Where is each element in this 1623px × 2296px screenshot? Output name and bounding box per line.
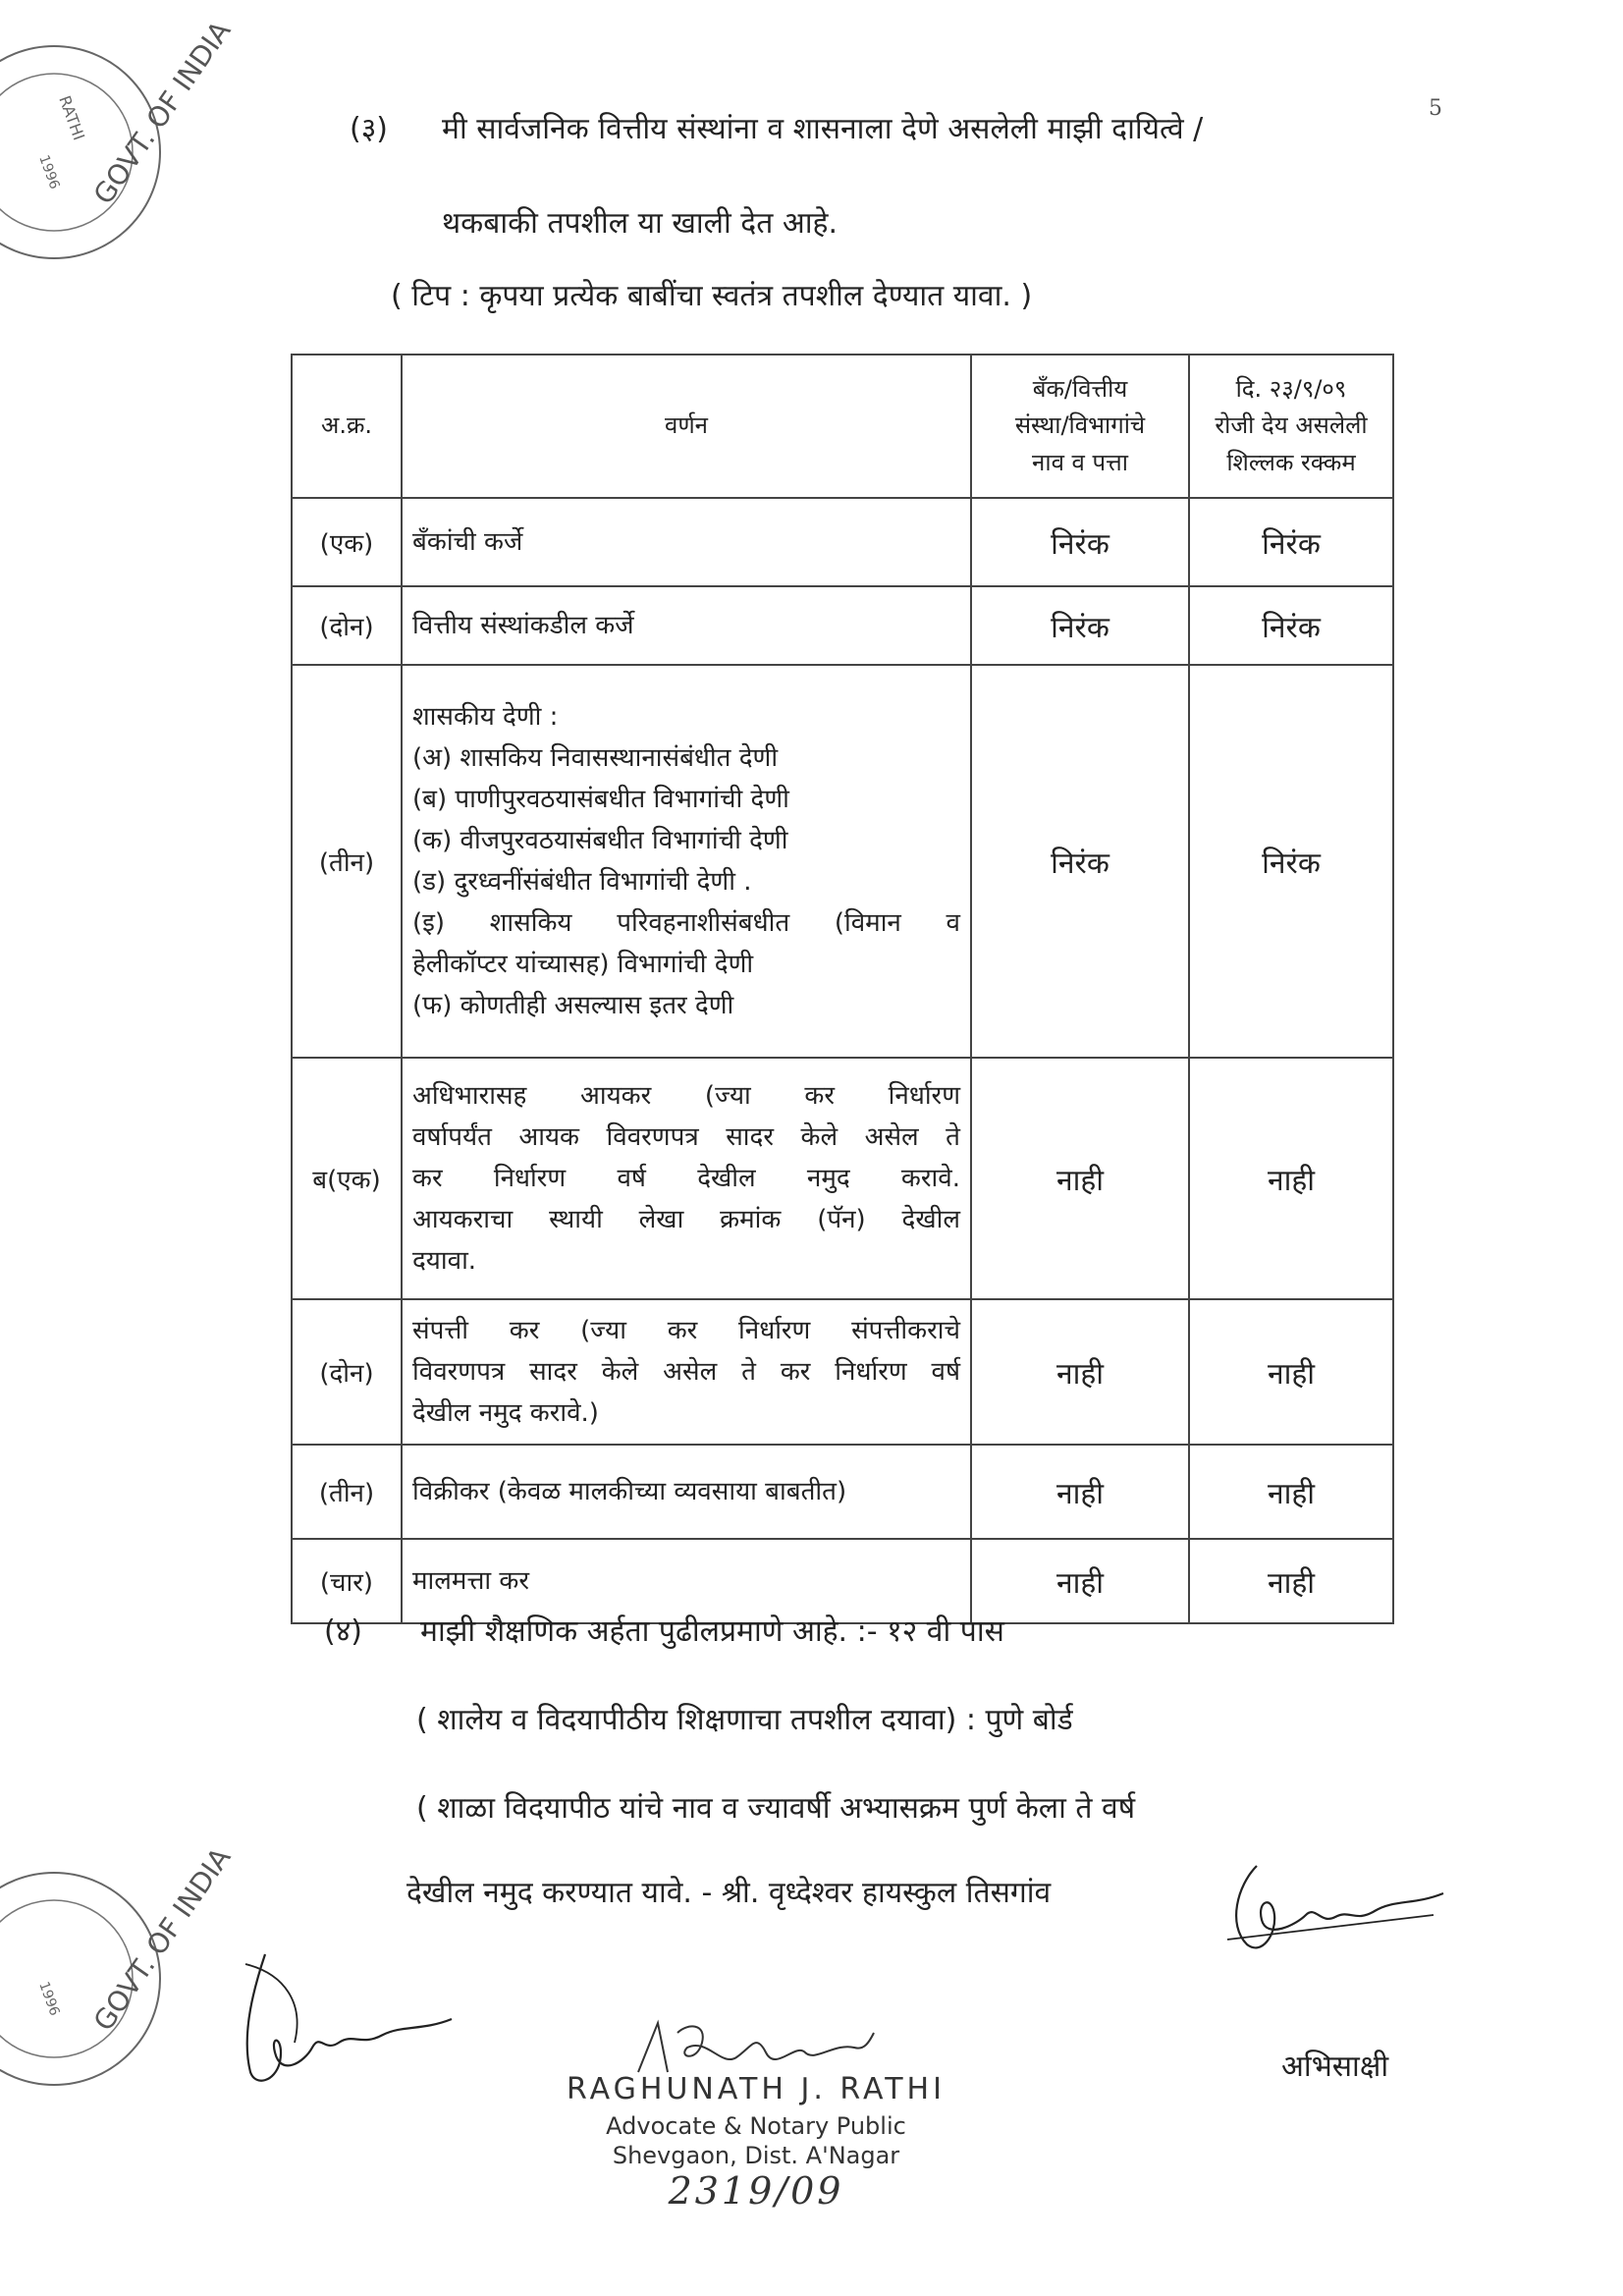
svg-text:1996: 1996	[35, 152, 63, 191]
row-description: वित्तीय संस्थांकडील कर्जे	[402, 586, 971, 665]
notary-role: Advocate & Notary Public	[606, 2112, 906, 2140]
row-bank: नाही	[971, 1058, 1189, 1299]
row-amount: नाही	[1189, 1539, 1393, 1623]
description-line: (ब) पाणीपुरवठयासंबधीत विभागांची देणी	[412, 784, 789, 814]
header-bank-line2: संस्था/विभागांचे	[1014, 411, 1146, 440]
seal-text: GOVT. OF INDIA	[86, 15, 238, 211]
row-amount: नाही	[1189, 1299, 1393, 1445]
notary-name: RAGHUNATH J. RATHI	[567, 2072, 946, 2106]
row-sr: ब(एक)	[292, 1058, 402, 1299]
header-bank-line1: बँक/वित्तीय	[1032, 375, 1128, 404]
description-line: देखील नमुद करावे.)	[412, 1398, 599, 1429]
description-line: वर्षापर्यंत आयक विवरणपत्र सादर केले असेल ते	[412, 1121, 960, 1152]
row-bank: नाही	[971, 1539, 1189, 1623]
description-line: (ड) दुरध्वनींसंबंधीत विभागांची देणी .	[412, 867, 752, 897]
description-line: (क) वीजपुरवठयासंबधीत विभागांची देणी	[412, 825, 788, 855]
row-description: बँकांची कर्जे	[402, 498, 971, 586]
signature-deponent-left	[226, 1944, 461, 2096]
witness-label: अभिसाक्षी	[1281, 2050, 1389, 2084]
description-line: कर निर्धारण वर्ष देखील नमुद करावे.	[412, 1163, 960, 1193]
row-amount: निरंक	[1189, 586, 1393, 665]
table-row	[292, 665, 1393, 1058]
section4-line2: ( शालेय व विदयापीठीय शिक्षणाचा तपशील दयावा) : पुणे बोर्ड	[416, 1703, 1073, 1737]
header-amount-line3: शिल्लक रक्कम	[1226, 448, 1356, 476]
row-description	[402, 1299, 971, 1445]
row-bank: नाही	[971, 1299, 1189, 1445]
section4-line4: देखील नमुद करण्यात यावे. - श्री. वृध्देश्वर हायस्कुल तिसगांव	[406, 1876, 1052, 1910]
row-bank: निरंक	[971, 498, 1189, 586]
header-bank	[971, 355, 1189, 498]
description-line: दयावा.	[412, 1246, 477, 1277]
description-line: (इ) शासकिय परिवहनाशीसंबधीत (विमान व	[412, 908, 960, 939]
description-line: हेलीकॉप्टर यांच्यासह) विभागांची देणी	[412, 950, 754, 980]
svg-text:1996: 1996	[35, 1979, 63, 2018]
section3-line1: मी सार्वजनिक वित्तीय संस्थांना व शासनाला देणे असलेली माझी दायित्वे /	[442, 112, 1204, 146]
liabilities-table	[291, 354, 1394, 1624]
section3-note: ( टिप : कृपया प्रत्येक बाबींचा स्वतंत्र तपशील देण्यात यावा. )	[391, 279, 1033, 313]
section4-number: (४)	[324, 1614, 363, 1649]
svg-text:RATHI: RATHI	[55, 92, 89, 143]
table-row	[292, 1058, 1393, 1299]
row-description: मालमत्ता कर	[402, 1539, 971, 1623]
row-sr: (तीन)	[292, 1445, 402, 1539]
row-sr: (दोन)	[292, 1299, 402, 1445]
row-description	[402, 1058, 971, 1299]
description-line: विवरणपत्र सादर केले असेल ते कर निर्धारण वर्ष	[412, 1356, 960, 1387]
row-amount: नाही	[1189, 1445, 1393, 1539]
notary-seal-top	[0, 15, 238, 314]
header-amount	[1189, 355, 1393, 498]
table-header-row	[292, 355, 1393, 498]
row-description	[402, 665, 971, 1058]
table-row	[292, 498, 1393, 586]
header-description: वर्णन	[402, 355, 971, 498]
table-row	[292, 586, 1393, 665]
row-sr: (दोन)	[292, 586, 402, 665]
signature-deponent-right	[1217, 1846, 1453, 1968]
notary-place: Shevgaon, Dist. A'Nagar	[612, 2142, 900, 2169]
row-sr: (एक)	[292, 498, 402, 586]
table-row	[292, 1299, 1393, 1445]
row-bank: नाही	[971, 1445, 1189, 1539]
row-amount: निरंक	[1189, 665, 1393, 1058]
section3-line2: थकबाकी तपशील या खाली देत आहे.	[442, 206, 838, 241]
description-line: आयकराचा स्थायी लेखा क्रमांक (पॅन) देखील	[412, 1205, 960, 1235]
section3-number: (३)	[350, 112, 389, 146]
description-line: (अ) शासकिय निवासस्थानासंबंधीत देणी	[412, 742, 779, 773]
page-number: 5	[1429, 96, 1442, 121]
header-bank-line3: नाव व पत्ता	[1032, 448, 1128, 476]
section4-line3: ( शाळा विदयापीठ यांचे नाव व ज्यावर्षी अभ्यासक्रम पुर्ण केला ते वर्ष	[416, 1791, 1136, 1826]
notary-stamp	[550, 2072, 962, 2213]
row-amount: नाही	[1189, 1058, 1393, 1299]
section4-line1: माझी शैक्षणिक अर्हता पुढीलप्रमाणे आहे. :- १२ वी पास	[420, 1614, 1004, 1649]
row-amount: निरंक	[1189, 498, 1393, 586]
description-line: शासकीय देणी :	[412, 701, 559, 732]
row-sr: (चार)	[292, 1539, 402, 1623]
notary-register-number: 2319/09	[668, 2169, 844, 2213]
header-amount-line2: रोजी देय असलेली	[1215, 411, 1368, 440]
description-line: (फ) कोणतीही असल्यास इतर देणी	[412, 991, 734, 1021]
row-bank: निरंक	[971, 586, 1189, 665]
row-bank: निरंक	[971, 665, 1189, 1058]
row-description: विक्रीकर (केवळ मालकीच्या व्यवसाया बाबतीत)	[402, 1445, 971, 1539]
table-row	[292, 1445, 1393, 1539]
svg-text:GOVT. OF INDIA: GOVT. OF INDIA	[86, 1841, 238, 2038]
table-row	[292, 1539, 1393, 1623]
description-line: संपत्ती कर (ज्या कर निर्धारण संपत्तीकराचे	[412, 1315, 960, 1345]
notary-seal-bottom	[0, 1841, 238, 2141]
header-amount-line1: दि. २३/९/०९	[1235, 375, 1347, 404]
row-sr: (तीन)	[292, 665, 402, 1058]
description-line: अधिभारासह आयकर (ज्या कर निर्धारण	[412, 1080, 960, 1111]
header-sr: अ.क्र.	[292, 355, 402, 498]
